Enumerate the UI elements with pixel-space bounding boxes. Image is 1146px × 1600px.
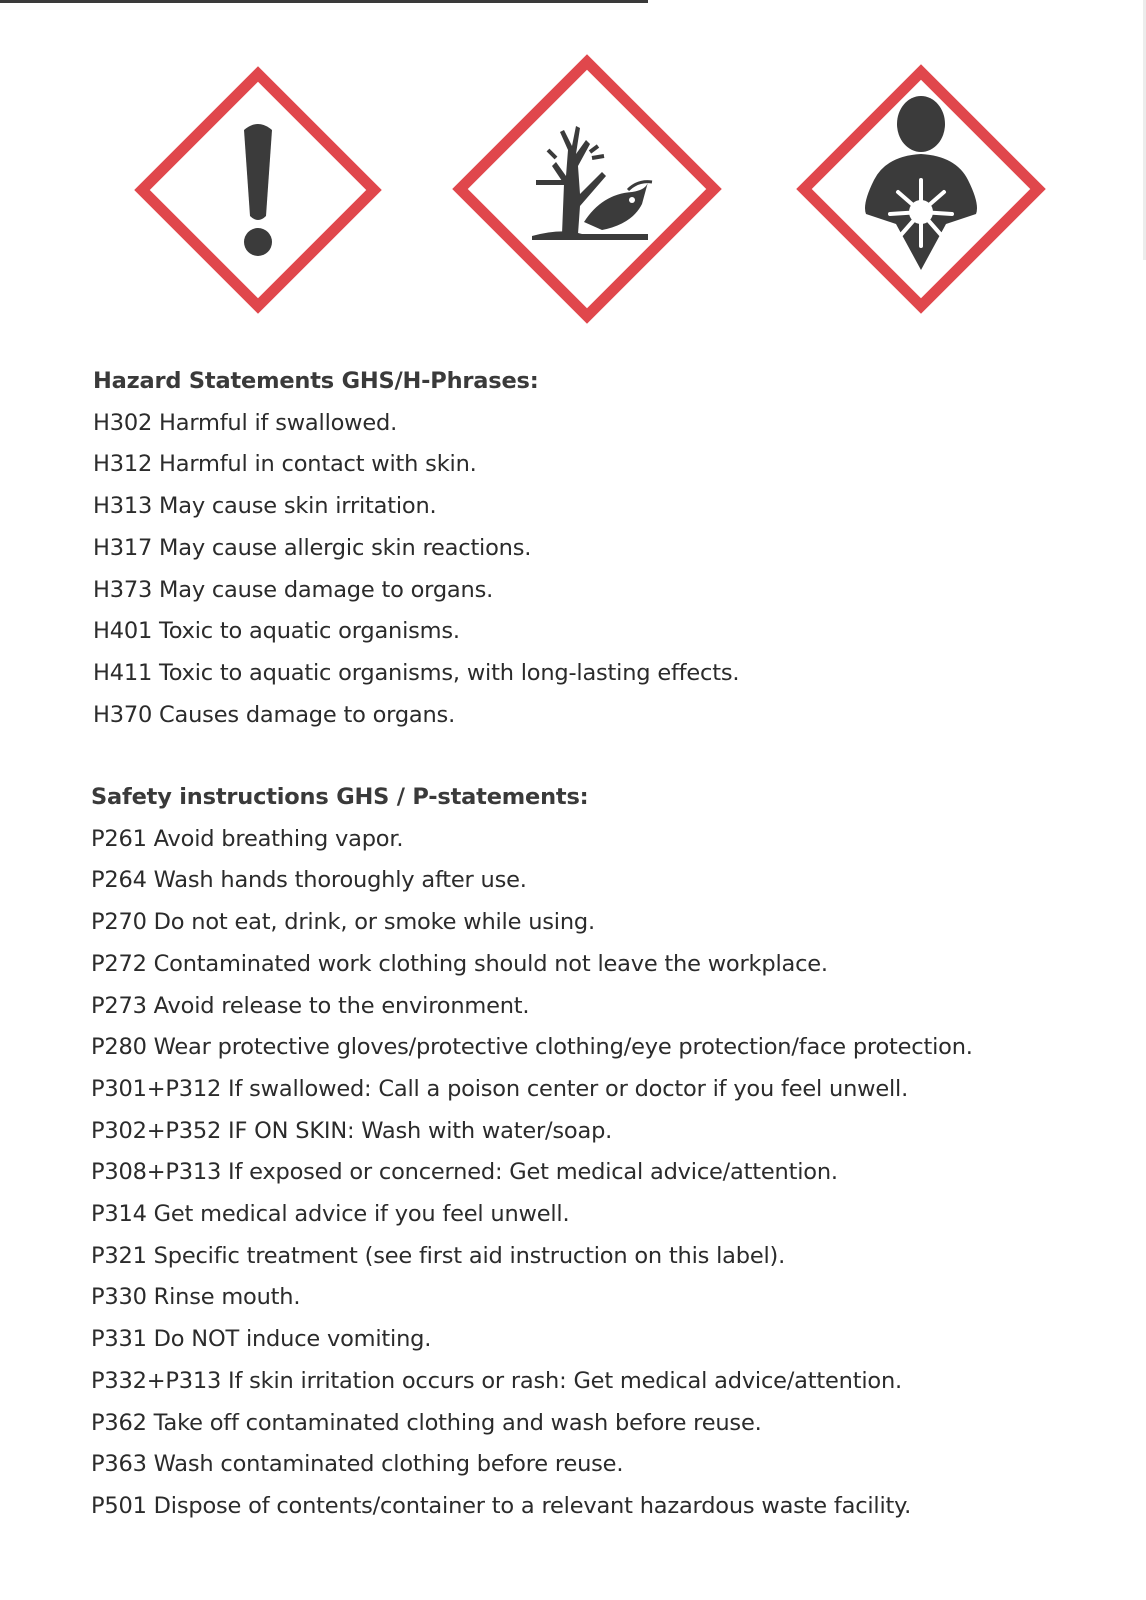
health-hazard-icon bbox=[796, 64, 1046, 314]
safety-line: P330 Rinse mouth. bbox=[91, 1284, 301, 1311]
hazard-line: H313 May cause skin irritation. bbox=[93, 493, 437, 520]
hazard-line: H317 May cause allergic skin reactions. bbox=[93, 534, 532, 561]
safety-line: P273 Avoid release to the environment. bbox=[91, 992, 530, 1019]
safety-line: P332+P313 If skin irritation occurs or rash: Get medical advice/attention. bbox=[91, 1367, 902, 1394]
environment-icon bbox=[452, 54, 722, 324]
safety-line: P501 Dispose of contents/container to a relevant hazardous waste facility. bbox=[91, 1492, 912, 1519]
safety-line: P314 Get medical advice if you feel unwell. bbox=[91, 1201, 570, 1228]
safety-line: P270 Do not eat, drink, or smoke while using. bbox=[91, 909, 595, 936]
safety-line: P308+P313 If exposed or concerned: Get medical advice/attention. bbox=[91, 1159, 838, 1186]
hazard-line: H373 May cause damage to organs. bbox=[93, 576, 494, 603]
safety-line: P301+P312 If swallowed: Call a poison center or doctor if you feel unwell. bbox=[91, 1075, 909, 1102]
safety-line: P261 Avoid breathing vapor. bbox=[91, 825, 404, 852]
hazard-statements bbox=[93, 361, 739, 736]
safety-line: P280 Wear protective gloves/protective clothing/eye protection/face protection. bbox=[91, 1034, 973, 1061]
hazard-line: H411 Toxic to aquatic organisms, with long-lasting effects. bbox=[93, 659, 740, 686]
safety-heading: Safety instructions GHS / P-statements: bbox=[91, 784, 589, 810]
safety-instructions bbox=[91, 777, 973, 1528]
safety-line: P363 Wash contaminated clothing before reuse. bbox=[91, 1451, 624, 1478]
safety-line: P272 Contaminated work clothing should not leave the workplace. bbox=[91, 950, 828, 977]
hazard-line: H370 Causes damage to organs. bbox=[93, 701, 456, 728]
safety-line: P362 Take off contaminated clothing and wash before reuse. bbox=[91, 1409, 762, 1436]
hazard-line: H401 Toxic to aquatic organisms. bbox=[93, 618, 460, 645]
safety-line: P264 Wash hands thoroughly after use. bbox=[91, 867, 527, 894]
safety-line: P331 Do NOT induce vomiting. bbox=[91, 1326, 432, 1353]
hazard-heading: Hazard Statements GHS/H-Phrases: bbox=[93, 368, 539, 394]
safety-line: P321 Specific treatment (see first aid instruction on this label). bbox=[91, 1242, 786, 1269]
safety-line: P302+P352 IF ON SKIN: Wash with water/soap. bbox=[91, 1117, 613, 1144]
top-rule bbox=[0, 0, 648, 3]
exclamation-mark-icon bbox=[134, 66, 382, 314]
hazard-line: H302 Harmful if swallowed. bbox=[93, 409, 398, 436]
hazard-line: H312 Harmful in contact with skin. bbox=[93, 451, 477, 478]
